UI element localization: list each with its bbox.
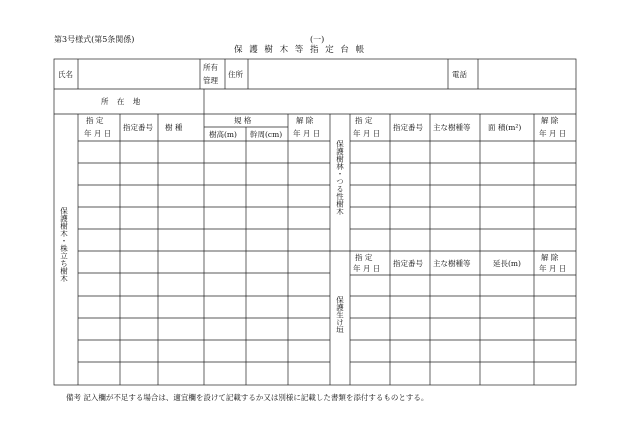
trees-side-label: 保護樹木・株立ち樹木 [59,207,69,282]
forest-release-header-top: 解 除 [541,116,559,125]
trees-date-header-bottom: 年 月 日 [84,129,112,138]
forest-release-header-bottom: 年 月 日 [539,129,567,138]
hedge-date-header-top: 指 定 [355,253,373,262]
hedge-length-header: 延長(m) [493,259,521,268]
table-border [54,59,576,385]
hedge-date-header-bottom: 年 月 日 [353,264,381,273]
forest-date-header-top: 指 定 [355,116,373,125]
hedge-release-header-bottom: 年 月 日 [539,264,567,273]
trees-spec-header: 規 格 [234,116,252,125]
forest-area-header: 面 積(m²) [488,123,522,132]
ownership-label-bottom: 管理 [203,76,218,85]
footer-note: 備考 記入欄が不足する場合は、適宜欄を設けて記載するか又は別様に記載した書類を添付するものとする。 [66,393,429,402]
phone-label: 電話 [452,70,467,79]
hedge-side-label: 保護生け垣 [335,296,345,334]
form-number: 第3号様式(第5条関係) [54,35,135,44]
forest-side-label: 保護樹林・つる性樹木 [335,140,345,215]
trees-release-header-top: 解 除 [296,116,314,125]
trees-number-header: 指定番号 [123,123,153,132]
name-label: 氏名 [58,70,73,79]
page-title: 保 護 樹 木 等 指 定 台 帳 [234,45,367,55]
forest-date-header-bottom: 年 月 日 [353,129,381,138]
forest-number-header: 指定番号 [393,123,423,132]
forest-species-header: 主な樹種等 [433,123,471,132]
trees-date-header-top: 指 定 [86,116,104,125]
trees-girth-header: 幹周(cm) [250,130,283,139]
trees-species-header: 樹 種 [165,123,183,132]
hedge-release-header-top: 解 除 [541,253,559,262]
section-mark: (一) [310,35,325,44]
hedge-species-header: 主な樹種等 [433,259,471,268]
trees-release-header-bottom: 年 月 日 [293,129,321,138]
trees-height-header: 樹高(m) [209,130,237,139]
location-label: 所 在 地 [101,97,144,106]
address-label: 住所 [228,70,243,79]
hedge-number-header: 指定番号 [393,259,423,268]
ownership-label-top: 所有 [203,63,218,72]
